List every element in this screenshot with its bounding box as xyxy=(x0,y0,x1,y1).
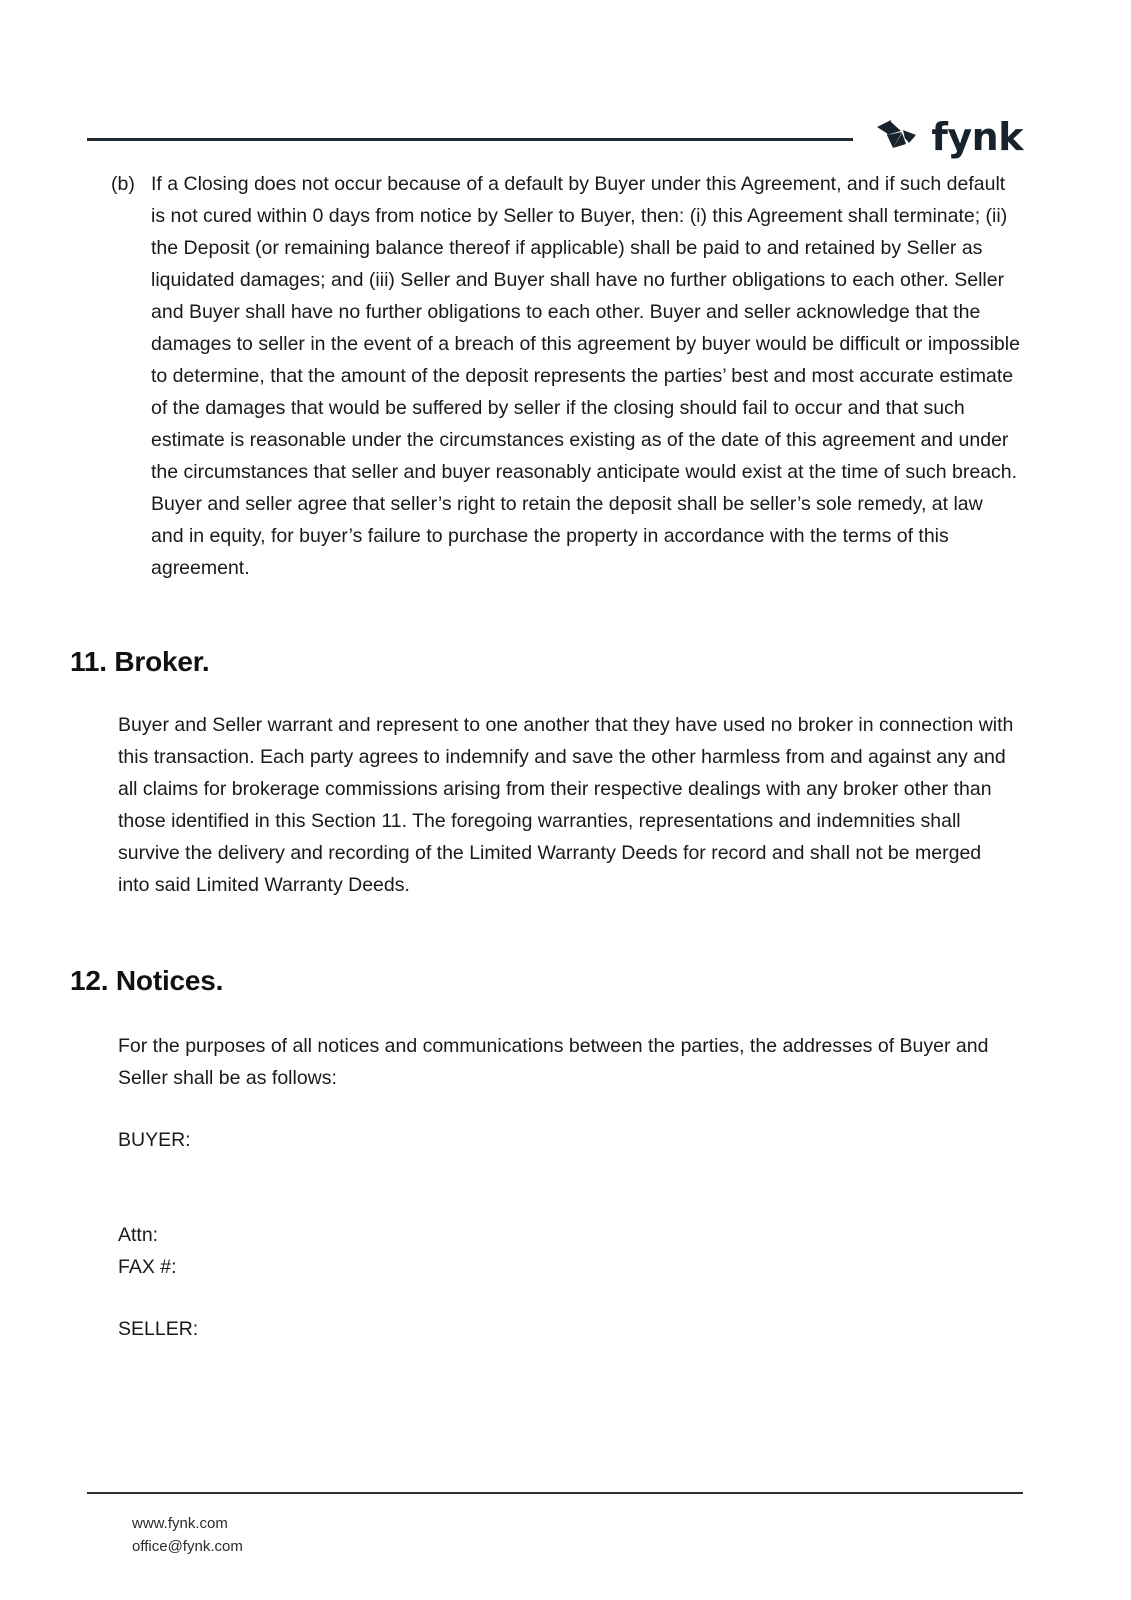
page-footer xyxy=(87,1492,1023,1558)
header-divider xyxy=(87,138,853,141)
footer-website[interactable]: www.fynk.com xyxy=(132,1515,228,1532)
buyer-fax-label: FAX #: xyxy=(118,1256,177,1278)
section-11-paragraph: Buyer and Seller warrant and represent to one another that they have used no broker in connection with this transaction. Each party agrees to indemnify and save the other harmless from and against any and all claims for brokerage commissions arising from their respective dealings with any broker other than those identified in this Section 11. The foregoing warranties, representations and indemnities shall survive the delivery and recording of the Limited Warranty Deeds for record and shall not be merged into said Limited Warranty Deeds. xyxy=(118,714,1014,896)
section-heading-11: 11. Broker. xyxy=(70,646,210,677)
clause-marker: (b) xyxy=(111,173,135,195)
spacer xyxy=(0,1094,1131,1124)
footer-contact xyxy=(87,1512,1023,1558)
spacer xyxy=(0,679,1131,709)
buyer-attn-label: Attn: xyxy=(118,1224,159,1246)
clause-text: If a Closing does not occur because of a default by Buyer under this Agreement, and if such default is not cured within 0 days from notice by Seller to Buyer, then: (i) this Agreement shall terminate; (ii) the Deposit (or remaining balance thereof if applicable) shall be paid to and retained by Seller as liquidated damages; and (iii) Seller and Buyer shall have no further obligations to each other. Seller and Buyer shall have no further obligations to each other. Buyer and seller acknowledge that the damages to seller in the event of a breach of this agreement by buyer would be difficult or impossible to determine, that the amount of the deposit represents the parties’ best and most accurate estimate of the damages that would be suffered by seller if the closing should fail to occur and that such estimate is reasonable under the circumstances existing as of the date of this agreement and under the circumstances that seller and buyer reasonably anticipate would exist at the time of such breach. Buyer and seller agree that seller’s right to retain the deposit shall be seller’s sole remedy, at law and in equity, for buyer’s failure to purchase the property in accordance with the terms of this agreement. xyxy=(151,173,1020,579)
spacer xyxy=(0,901,1131,963)
section-12-paragraph: For the purposes of all notices and communications between the parties, the addresses of Buyer and Seller shall be as follows: xyxy=(118,1035,989,1089)
section-heading-12: 12. Notices. xyxy=(70,965,224,996)
buyer-address-blank xyxy=(0,1156,1131,1219)
clause-b xyxy=(0,168,1131,584)
buyer-label: BUYER: xyxy=(118,1129,191,1151)
footer-divider xyxy=(87,1492,1023,1494)
footer-email[interactable]: office@fynk.com xyxy=(132,1538,243,1555)
brand-name: fynk xyxy=(931,115,1023,159)
brand-logo xyxy=(875,117,1023,157)
spacer xyxy=(0,998,1131,1030)
spacer xyxy=(0,1283,1131,1313)
seller-label: SELLER: xyxy=(118,1318,199,1340)
spacer xyxy=(0,584,1131,644)
page-header xyxy=(87,96,1023,159)
document-body xyxy=(0,168,1131,1345)
origami-bird-icon xyxy=(875,117,921,157)
